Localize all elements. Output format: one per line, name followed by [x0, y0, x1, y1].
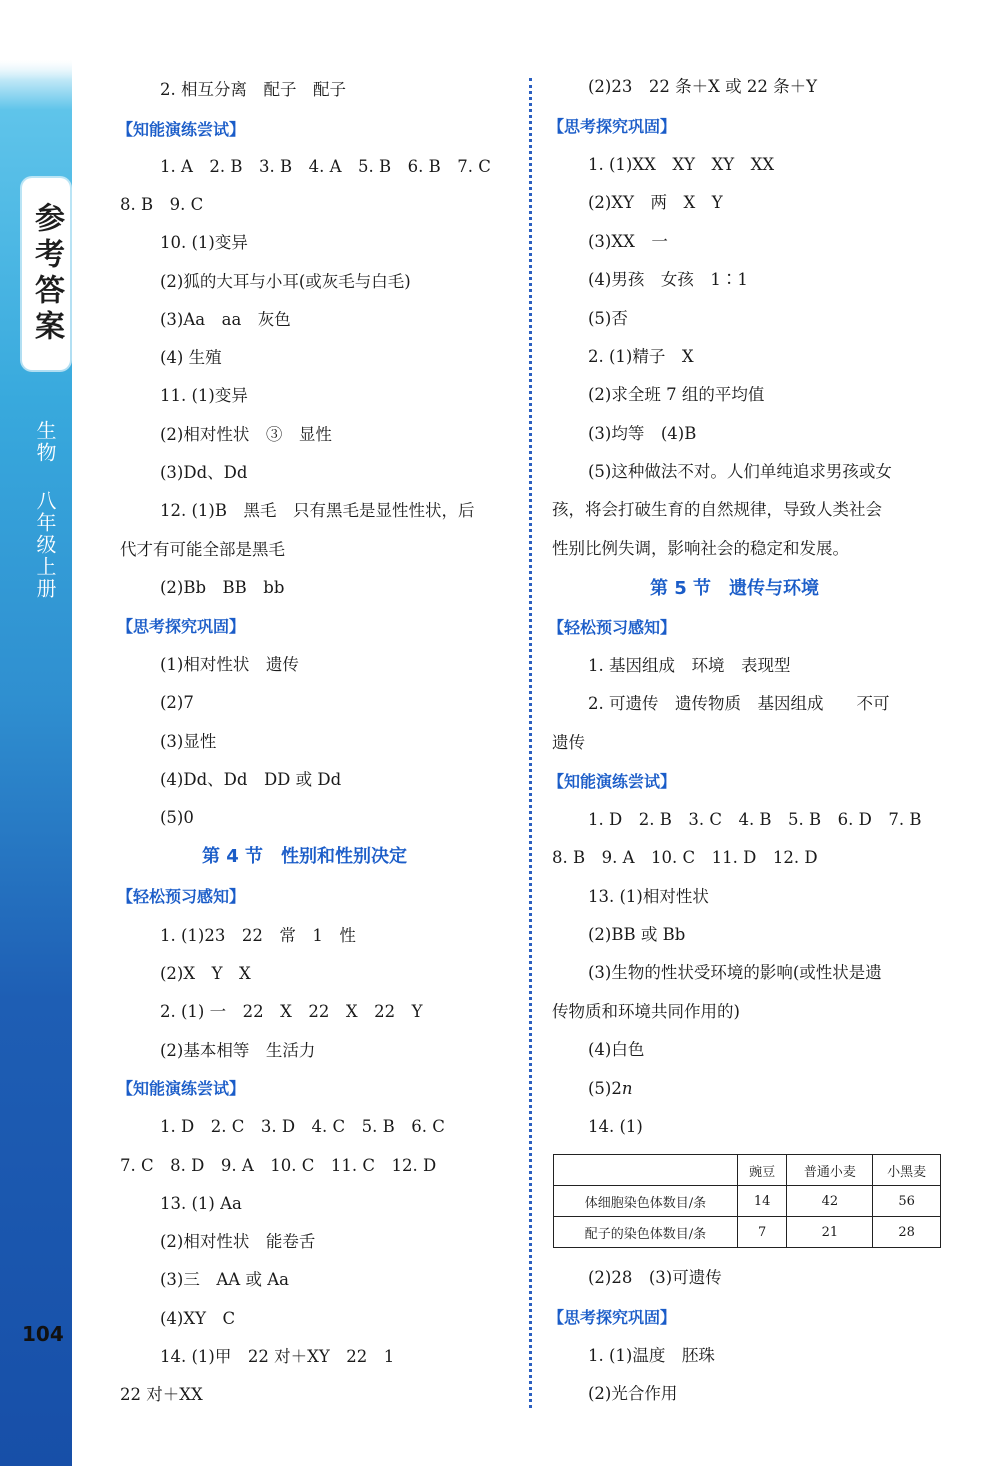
table-cell: 21 — [787, 1217, 873, 1248]
section-label: 【知能演练尝试】 — [117, 1079, 246, 1098]
section-label: 【思考探究巩固】 — [117, 617, 246, 636]
answer-line: 1. (1)23 22 常 1 性 — [160, 926, 356, 945]
section-label: 【轻松预习感知】 — [117, 887, 246, 906]
answer-line: 1. (1)XX XY XY XX — [588, 155, 775, 174]
table-cell: 56 — [873, 1186, 941, 1217]
answer-line: (2)相对性状 能卷舌 — [160, 1232, 316, 1251]
answer-line: 代才有可能全部是黑毛 — [120, 540, 285, 559]
answer-line: 8. B 9. A 10. C 11. D 12. D — [552, 848, 818, 867]
table-cell: 7 — [738, 1217, 787, 1248]
answer-line: 11. (1)变异 — [160, 386, 248, 405]
table-header-cell — [554, 1155, 738, 1186]
answer-line: 2. 相互分离 配子 配子 — [160, 80, 346, 99]
section-heading: 第 4 节 性别和性别决定 — [202, 846, 408, 867]
answer-line: 1. 基因组成 环境 表现型 — [588, 656, 791, 675]
answer-line: 13. (1) Aa — [160, 1194, 242, 1213]
answer-line: (2)X Y X — [160, 964, 251, 983]
answer-line: (3)显性 — [160, 732, 217, 751]
answer-line: 13. (1)相对性状 — [588, 887, 709, 906]
table-cell: 14 — [738, 1186, 787, 1217]
answer-line: 1. (1)温度 胚珠 — [588, 1346, 715, 1365]
answer-line: (1)相对性状 遗传 — [160, 655, 299, 674]
section-label: 【知能演练尝试】 — [548, 772, 677, 791]
answer-line: 2. (1) 一 22 X 22 X 22 Y — [160, 1002, 423, 1021]
table-header-cell: 普通小麦 — [787, 1155, 873, 1186]
table-header-cell: 豌豆 — [738, 1155, 787, 1186]
answer-line: 传物质和环境共同作用的) — [552, 1002, 740, 1021]
answer-line: (5)2n — [588, 1079, 633, 1098]
answer-line: 10. (1)变异 — [160, 233, 248, 252]
answer-line: (2)Bb BB bb — [160, 578, 285, 597]
answer-line: 1. D 2. C 3. D 4. C 5. B 6. C — [160, 1117, 445, 1136]
answer-line: (2)XY 两 X Y — [588, 193, 723, 212]
answer-line: (2)7 — [160, 693, 194, 712]
answer-line: 性别比例失调，影响社会的稳定和发展。 — [552, 539, 849, 558]
table-cell: 28 — [873, 1217, 941, 1248]
table-cell: 配子的染色体数目/条 — [554, 1217, 738, 1248]
answer-line: (3)Dd、Dd — [160, 463, 248, 482]
answer-line: (4)Dd、Dd DD 或 Dd — [160, 770, 342, 789]
answer-line: (4)男孩 女孩 1∶1 — [588, 270, 748, 289]
answer-line: (2)光合作用 — [588, 1384, 678, 1403]
answer-line: (3)三 AA 或 Aa — [160, 1270, 289, 1289]
sidebar-top-fade — [0, 0, 72, 80]
answer-line: (2)求全班 7 组的平均值 — [588, 385, 765, 404]
answer-line: (4) 生殖 — [160, 348, 222, 367]
answer-line: 1. A 2. B 3. B 4. A 5. B 6. B 7. C — [160, 157, 491, 176]
answer-line: (2)28 (3)可遗传 — [588, 1268, 722, 1287]
answer-line: 14. (1) — [588, 1117, 643, 1136]
table-header-row — [554, 1155, 941, 1186]
answer-line: (2)23 22 条＋X 或 22 条＋Y — [588, 77, 817, 96]
answer-line: (2)BB 或 Bb — [588, 925, 686, 944]
answer-line: (2)相对性状 ③ 显性 — [160, 425, 332, 444]
answer-line: (3)生物的性状受环境的影响(或性状是遗 — [588, 963, 882, 982]
answer-line: (2)狐的大耳与小耳(或灰毛与白毛) — [160, 272, 411, 291]
answer-line: (4)白色 — [588, 1040, 645, 1059]
answer-line: (5)否 — [588, 309, 628, 328]
section-label: 【思考探究巩固】 — [548, 117, 677, 136]
answer-line: (4)XY C — [160, 1309, 236, 1328]
page-number: 104 — [22, 1322, 64, 1346]
sidebar — [0, 0, 72, 1466]
chromosome-table — [553, 1154, 941, 1248]
table-row — [554, 1186, 941, 1217]
answer-line: 12. (1)B 黑毛 只有黑毛是显性性状，后 — [160, 501, 475, 520]
table-header-cell: 小黑麦 — [873, 1155, 941, 1186]
sidebar-title: 参考答案 — [22, 178, 70, 370]
answer-line: 22 对＋XX — [120, 1385, 203, 1404]
table-cell: 体细胞染色体数目/条 — [554, 1186, 738, 1217]
section-heading: 第 5 节 遗传与环境 — [650, 578, 820, 599]
section-label: 【思考探究巩固】 — [548, 1308, 677, 1327]
answer-line: 2. 可遗传 遗传物质 基因组成 不可 — [588, 694, 890, 713]
answer-line: (5)0 — [160, 808, 194, 827]
answer-line: 遗传 — [552, 733, 585, 752]
column-divider — [529, 78, 532, 1408]
sidebar-subtitle: 生物 八年级上册 — [33, 420, 57, 600]
answer-line: 2. (1)精子 X — [588, 347, 694, 366]
answer-line: 14. (1)甲 22 对＋XY 22 1 — [160, 1347, 395, 1366]
answer-line: (2)基本相等 生活力 — [160, 1041, 316, 1060]
answer-line: (3)Aa aa 灰色 — [160, 310, 291, 329]
table-cell: 42 — [787, 1186, 873, 1217]
table-row — [554, 1217, 941, 1248]
answer-line: (5)这种做法不对。人们单纯追求男孩或女 — [588, 462, 892, 481]
answer-line: 7. C 8. D 9. A 10. C 11. C 12. D — [120, 1156, 437, 1175]
answer-line: 8. B 9. C — [120, 195, 204, 214]
answer-line: (3)XX 一 — [588, 232, 668, 251]
section-label: 【知能演练尝试】 — [117, 120, 246, 139]
answer-line: (3)均等 (4)B — [588, 424, 697, 443]
answer-line: 1. D 2. B 3. C 4. B 5. B 6. D 7. B — [588, 810, 922, 829]
section-label: 【轻松预习感知】 — [548, 618, 677, 637]
answer-line: 孩，将会打破生育的自然规律，导致人类社会 — [552, 500, 882, 519]
